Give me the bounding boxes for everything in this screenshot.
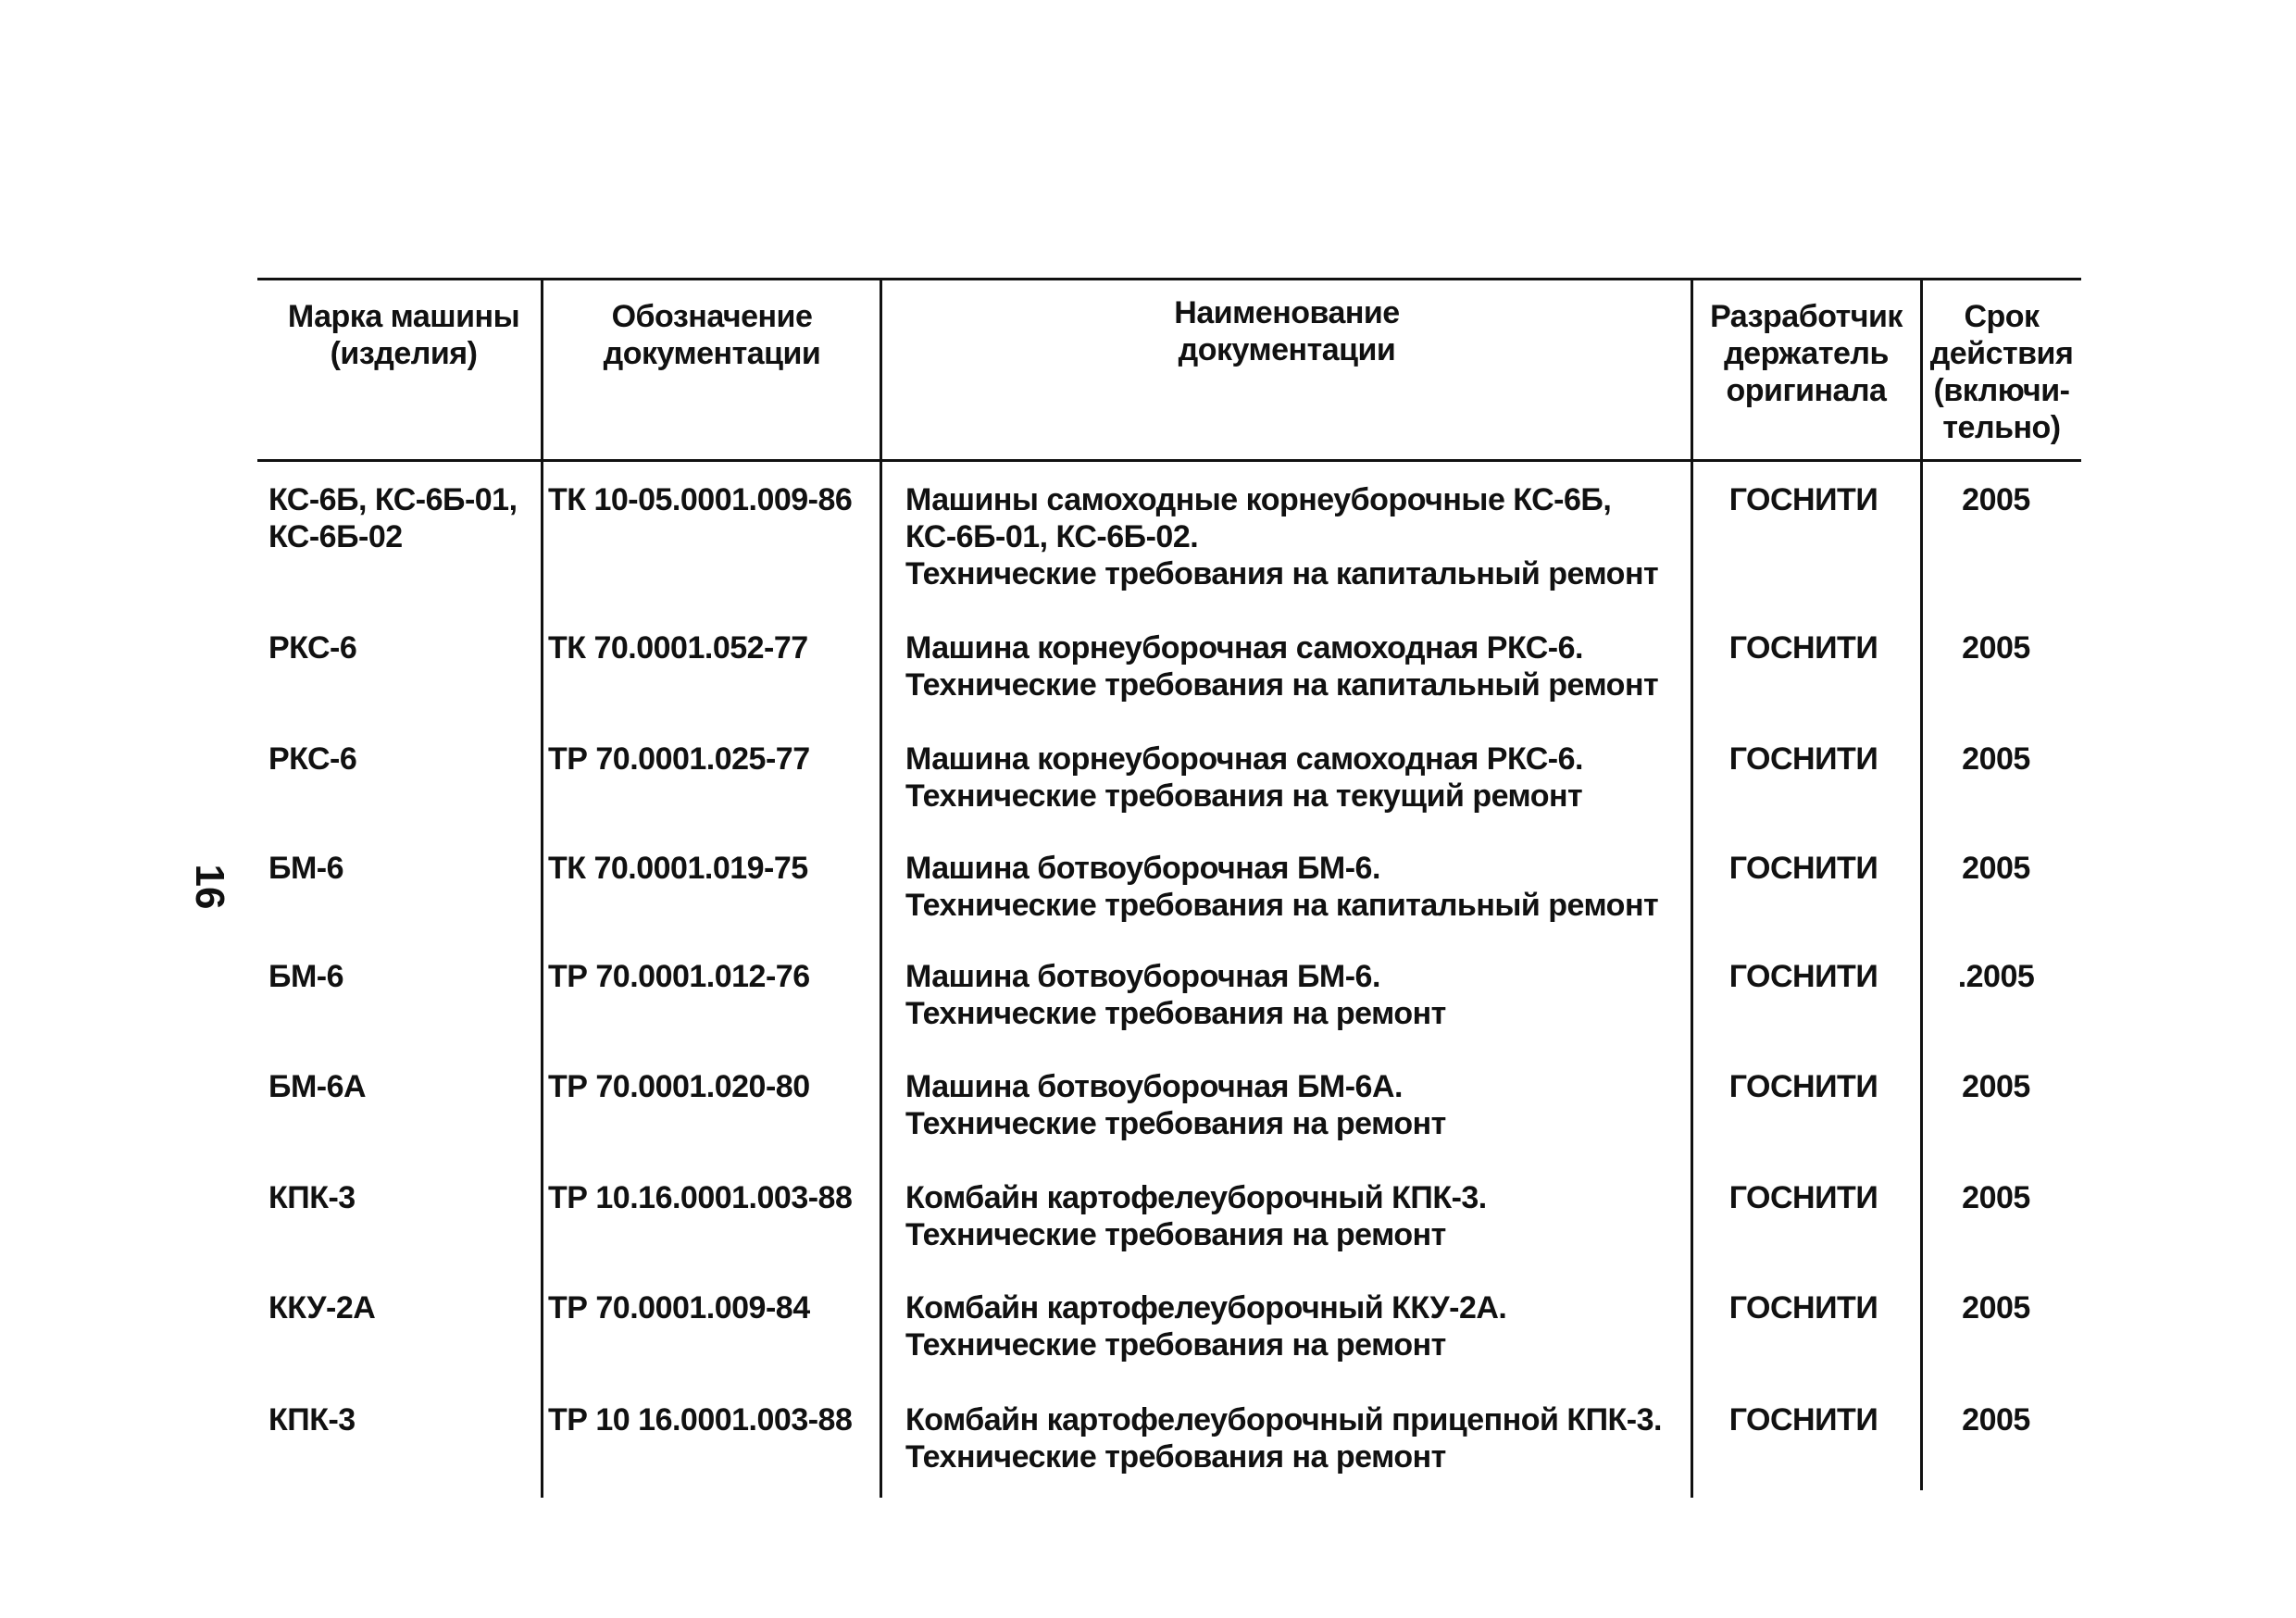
cell-code: ТК 70.0001.052-77 [548, 630, 808, 666]
cell-brand: КС-6Б, КС-6Б-01, КС-6Б-02 [268, 482, 518, 554]
cell-developer: ГОСНИТИ [1728, 1180, 1878, 1215]
table-row [0, 741, 2296, 833]
cell-term: 2005 [1962, 741, 2030, 777]
cell-term: .2005 [1957, 959, 2035, 994]
table-row [0, 1401, 2296, 1494]
cell-name: Машина ботвоуборочная БМ-6. Технические требования на капитальный ремонт [905, 851, 1659, 923]
table-row [0, 1068, 2296, 1161]
cell-brand: РКС-6 [268, 630, 357, 666]
cell-term: 2005 [1962, 482, 2030, 517]
cell-brand: ККУ-2А [268, 1290, 376, 1326]
cell-code: ТР 70.0001.025-77 [548, 741, 810, 777]
table-header-rule [257, 459, 2081, 462]
header-name: Наименование документации [1174, 295, 1400, 367]
table-row [0, 1179, 2296, 1272]
table-row [0, 1289, 2296, 1382]
cell-name: Машина корнеуборочная самоходная РКС-6. Технические требования на капитальный ремонт [905, 630, 1659, 703]
cell-term: 2005 [1962, 1180, 2030, 1215]
cell-name: Машина ботвоуборочная БМ-6. Технические требования на ремонт [905, 959, 1446, 1031]
cell-term: 2005 [1962, 1069, 2030, 1104]
cell-name: Машины самоходные корнеуборочные КС-6Б, КС-6Б-01, КС-6Б-02. Технические требования на капитальный ремонт [905, 482, 1659, 591]
cell-developer: ГОСНИТИ [1728, 959, 1878, 994]
table-row [0, 481, 2296, 591]
cell-name: Комбайн картофелеуборочный прицепной КПК-3. Технические требования на ремонт [905, 1402, 1662, 1475]
cell-brand: БМ-6 [268, 959, 343, 994]
cell-name: Комбайн картофелеуборочный КПК-3. Технические требования на ремонт [905, 1180, 1487, 1252]
cell-name: Машина ботвоуборочная БМ-6А. Технические требования на ремонт [905, 1069, 1446, 1141]
cell-developer: ГОСНИТИ [1728, 851, 1878, 886]
cell-term: 2005 [1962, 1402, 2030, 1438]
cell-name: Машина корнеуборочная самоходная РКС-6. Технические требования на текущий ремонт [905, 741, 1583, 814]
cell-developer: ГОСНИТИ [1728, 1290, 1878, 1326]
page-number: 16 [187, 864, 232, 910]
cell-code: ТР 70.0001.009-84 [548, 1290, 810, 1326]
table-row [0, 850, 2296, 942]
table-top-rule [257, 278, 2081, 280]
cell-name: Комбайн картофелеуборочный ККУ-2А. Технические требования на ремонт [905, 1290, 1507, 1363]
cell-code: ТК 10-05.0001.009-86 [548, 482, 853, 517]
cell-brand: РКС-6 [268, 741, 357, 777]
cell-developer: ГОСНИТИ [1728, 482, 1878, 517]
header-term: Срок действия (включи- тельно) [1929, 299, 2074, 445]
cell-brand: КПК-3 [268, 1402, 356, 1438]
cell-code: ТР 70.0001.012-76 [548, 959, 810, 994]
header-code: Обозначение документации [603, 299, 821, 371]
cell-code: ТР 10 16.0001.003-88 [548, 1402, 853, 1438]
cell-code: ТР 10.16.0001.003-88 [548, 1180, 853, 1215]
cell-code: ТР 70.0001.020-80 [548, 1069, 810, 1104]
table-row [0, 629, 2296, 722]
cell-term: 2005 [1962, 851, 2030, 886]
cell-code: ТК 70.0001.019-75 [548, 851, 808, 886]
header-developer: Разработчик держатель оригинала [1710, 299, 1903, 408]
cell-brand: КПК-3 [268, 1180, 356, 1215]
table-row [0, 958, 2296, 1051]
cell-brand: БМ-6 [268, 851, 343, 886]
cell-term: 2005 [1962, 1290, 2030, 1326]
header-brand: Марка машины (изделия) [287, 299, 520, 371]
cell-developer: ГОСНИТИ [1728, 741, 1878, 777]
cell-developer: ГОСНИТИ [1728, 630, 1878, 666]
cell-brand: БМ-6А [268, 1069, 367, 1104]
cell-developer: ГОСНИТИ [1728, 1402, 1878, 1438]
cell-developer: ГОСНИТИ [1728, 1069, 1878, 1104]
cell-term: 2005 [1962, 630, 2030, 666]
